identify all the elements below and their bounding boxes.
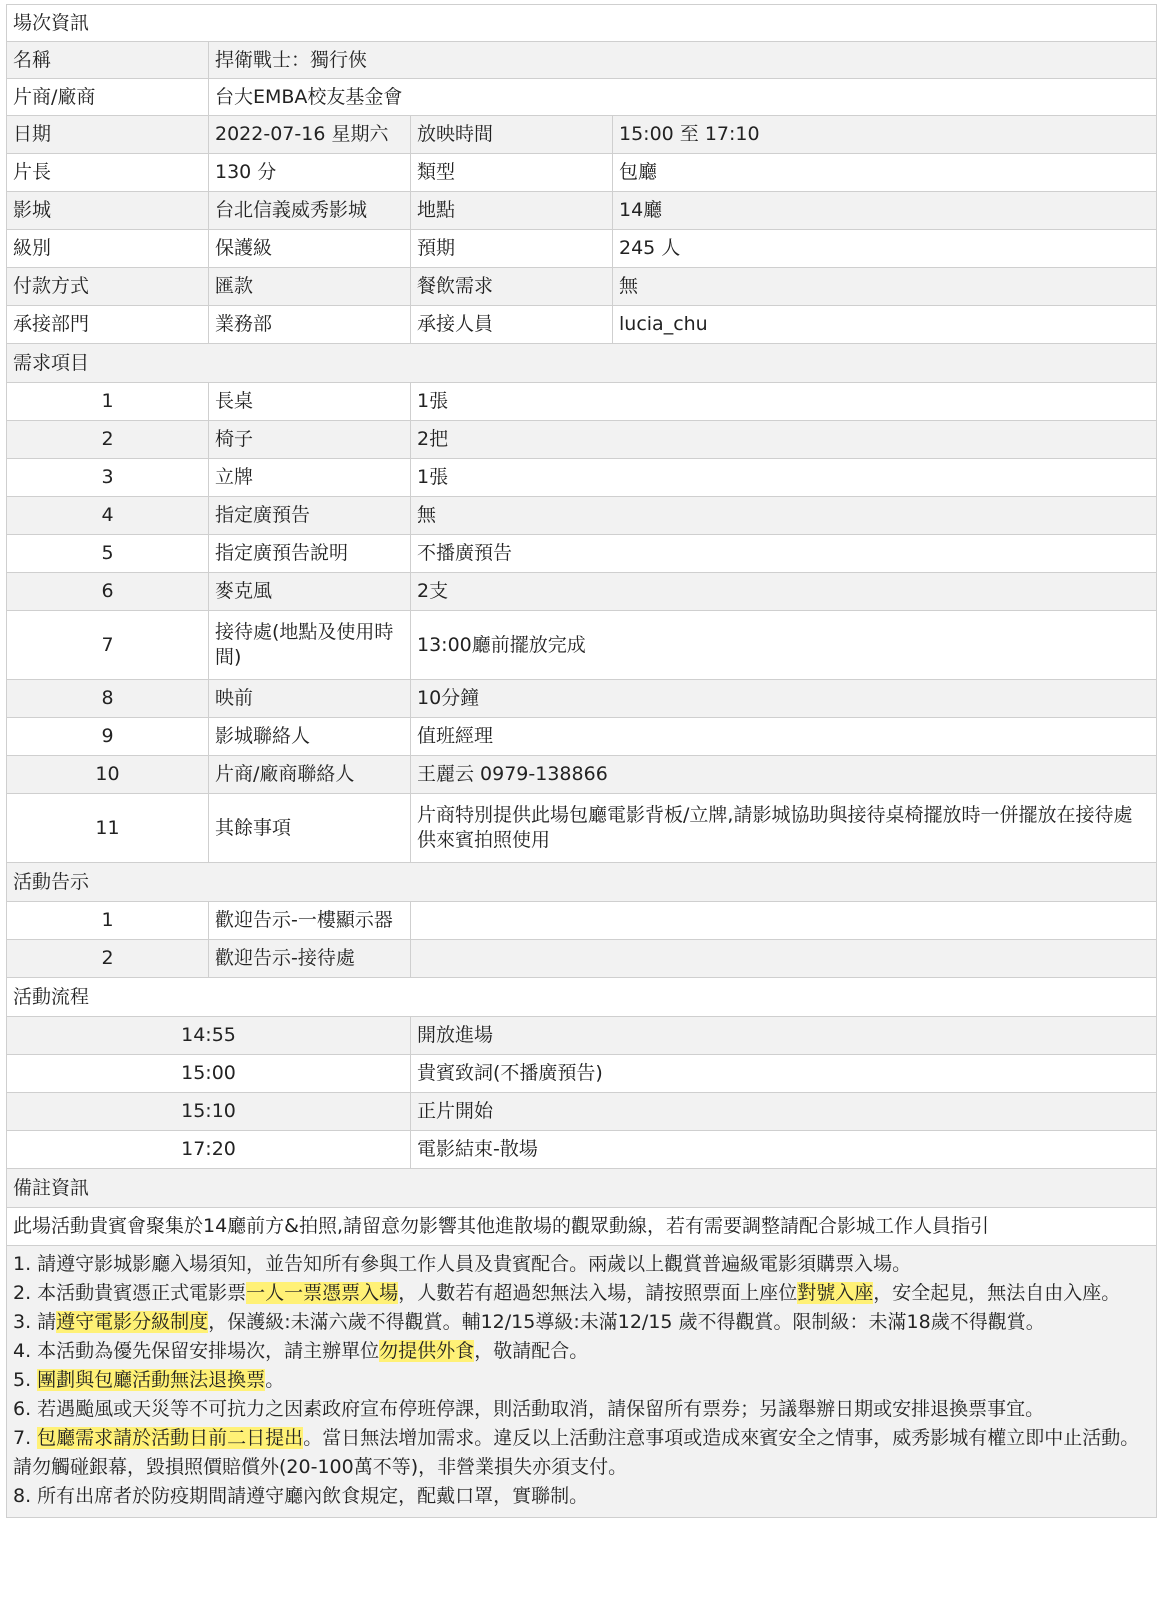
- notice-no: 2: [7, 940, 209, 978]
- req-value: 無: [411, 497, 1157, 535]
- flow-time: 15:10: [7, 1093, 411, 1131]
- req-value: 1張: [411, 383, 1157, 421]
- date-value: 2022-07-16 星期六: [209, 116, 411, 154]
- req-item: 指定廣預告: [209, 497, 411, 535]
- req-value: 2支: [411, 573, 1157, 611]
- name-label: 名稱: [7, 42, 209, 79]
- date-label: 日期: [7, 116, 209, 154]
- req-item: 映前: [209, 680, 411, 718]
- req-value: 王麗云 0979-138866: [411, 756, 1157, 794]
- showtime-label: 放映時間: [411, 116, 613, 154]
- dept-value: 業務部: [209, 306, 411, 344]
- payment-label: 付款方式: [7, 268, 209, 306]
- location-value: 14廳: [613, 192, 1157, 230]
- note-highlight: 勿提供外食: [379, 1340, 475, 1362]
- notes-block: [7, 1246, 1157, 1518]
- notice-item: 歡迎告示-接待處: [209, 940, 411, 978]
- req-no: 6: [7, 573, 209, 611]
- section-title-notices: 活動告示: [7, 863, 1157, 902]
- note-6: 6. 若遇颱風或天災等不可抗力之因素政府宣布停班停課，則活動取消，請保留所有票券；另議舉辦日期或安排退換票事宜。: [13, 1398, 1045, 1420]
- req-no: 11: [7, 794, 209, 863]
- req-value: 10分鐘: [411, 680, 1157, 718]
- note-5: 5. 團劃與包廳活動無法退換票。: [13, 1369, 285, 1391]
- remark-main: 此場活動貴賓會聚集於14廳前方&拍照,請留意勿影響其他進散場的觀眾動線，若有需要調整請配合影城工作人員指引: [7, 1208, 1157, 1246]
- type-label: 類型: [411, 154, 613, 192]
- type-value: 包廳: [613, 154, 1157, 192]
- req-no: 5: [7, 535, 209, 573]
- note-highlight: 對號入座: [797, 1282, 874, 1304]
- req-item: 椅子: [209, 421, 411, 459]
- payment-value: 匯款: [209, 268, 411, 306]
- req-no: 9: [7, 718, 209, 756]
- req-value: 片商特別提供此場包廳電影背板/立牌,請影城協助與接待桌椅擺放時一併擺放在接待處供來賓拍照使用: [411, 794, 1157, 863]
- dept-label: 承接部門: [7, 306, 209, 344]
- rating-label: 級別: [7, 230, 209, 268]
- rating-value: 保護級: [209, 230, 411, 268]
- req-item: 影城聯絡人: [209, 718, 411, 756]
- expected-label: 預期: [411, 230, 613, 268]
- req-value: 值班經理: [411, 718, 1157, 756]
- note-1: 1. 請遵守影城影廳入場須知，並告知所有參與工作人員及貴賓配合。兩歲以上觀賞普遍級電影須購票入場。: [13, 1253, 912, 1275]
- req-no: 7: [7, 611, 209, 680]
- note-highlight: 一人一票憑票入場: [246, 1282, 399, 1304]
- req-value: 13:00廳前擺放完成: [411, 611, 1157, 680]
- req-item: 指定廣預告說明: [209, 535, 411, 573]
- req-no: 2: [7, 421, 209, 459]
- catering-label: 餐飲需求: [411, 268, 613, 306]
- flow-time: 17:20: [7, 1131, 411, 1169]
- length-label: 片長: [7, 154, 209, 192]
- flow-time: 14:55: [7, 1017, 411, 1055]
- req-value: 不播廣預告: [411, 535, 1157, 573]
- req-item: 長桌: [209, 383, 411, 421]
- note-4: 4. 本活動為優先保留安排場次，請主辦單位勿提供外食，敬請配合。: [13, 1340, 589, 1362]
- notice-item: 歡迎告示-一樓顯示器: [209, 902, 411, 940]
- req-no: 10: [7, 756, 209, 794]
- req-no: 1: [7, 383, 209, 421]
- note-2: 2. 本活動貴賓憑正式電影票一人一票憑票入場，人數若有超過恕無法入場，請按照票面上座位對號入座，安全起見，無法自由入座。: [13, 1282, 1121, 1304]
- req-value: 2把: [411, 421, 1157, 459]
- req-item: 片商/廠商聯絡人: [209, 756, 411, 794]
- req-value: 1張: [411, 459, 1157, 497]
- location-label: 地點: [411, 192, 613, 230]
- note-highlight: 遵守電影分級制度: [56, 1311, 209, 1333]
- expected-value: 245 人: [613, 230, 1157, 268]
- showtime-value: 15:00 至 17:10: [613, 116, 1157, 154]
- note-3: 3. 請遵守電影分級制度，保護級:未滿六歲不得觀賞。輔12/15導級:未滿12/15 歲不得觀賞。限制級：未滿18歲不得觀賞。: [13, 1311, 1045, 1333]
- req-item: 接待處(地點及使用時間): [209, 611, 411, 680]
- note-highlight: 包廳需求請於活動日前二日提出: [37, 1427, 304, 1449]
- name-value: 捍衛戰士：獨行俠: [209, 42, 1157, 79]
- catering-value: 無: [613, 268, 1157, 306]
- cinema-label: 影城: [7, 192, 209, 230]
- section-title-flow: 活動流程: [7, 978, 1157, 1017]
- flow-desc: 開放進場: [411, 1017, 1157, 1055]
- req-no: 4: [7, 497, 209, 535]
- notice-no: 1: [7, 902, 209, 940]
- note-7: 7. 包廳需求請於活動日前二日提出。當日無法增加需求。違反以上活動注意事項或造成來賓安全之情事，威秀影城有權立即中止活動。請勿觸碰銀幕，毀損照價賠償外(20-100萬不等)，非營業損失亦須支付。: [13, 1427, 1140, 1478]
- flow-desc: 電影結束-散場: [411, 1131, 1157, 1169]
- vendor-value: 台大EMBA校友基金會: [209, 79, 1157, 116]
- req-item: 其餘事項: [209, 794, 411, 863]
- vendor-label: 片商/廠商: [7, 79, 209, 116]
- cinema-value: 台北信義威秀影城: [209, 192, 411, 230]
- note-8: 8. 所有出席者於防疫期間請遵守廳內飲食規定，配戴口罩，實聯制。: [13, 1485, 589, 1507]
- event-sheet: [6, 4, 1156, 1518]
- req-item: 立牌: [209, 459, 411, 497]
- req-no: 8: [7, 680, 209, 718]
- event-info-table: [6, 4, 1157, 1518]
- flow-desc: 正片開始: [411, 1093, 1157, 1131]
- staff-label: 承接人員: [411, 306, 613, 344]
- staff-value: lucia_chu: [613, 306, 1157, 344]
- section-title-requirements: 需求項目: [7, 344, 1157, 383]
- req-no: 3: [7, 459, 209, 497]
- flow-desc: 貴賓致詞(不播廣預告): [411, 1055, 1157, 1093]
- length-value: 130 分: [209, 154, 411, 192]
- req-item: 麥克風: [209, 573, 411, 611]
- flow-time: 15:00: [7, 1055, 411, 1093]
- note-highlight: 團劃與包廳活動無法退換票: [37, 1369, 266, 1391]
- section-title-info: 場次資訊: [7, 5, 1157, 42]
- section-title-remarks: 備註資訊: [7, 1169, 1157, 1208]
